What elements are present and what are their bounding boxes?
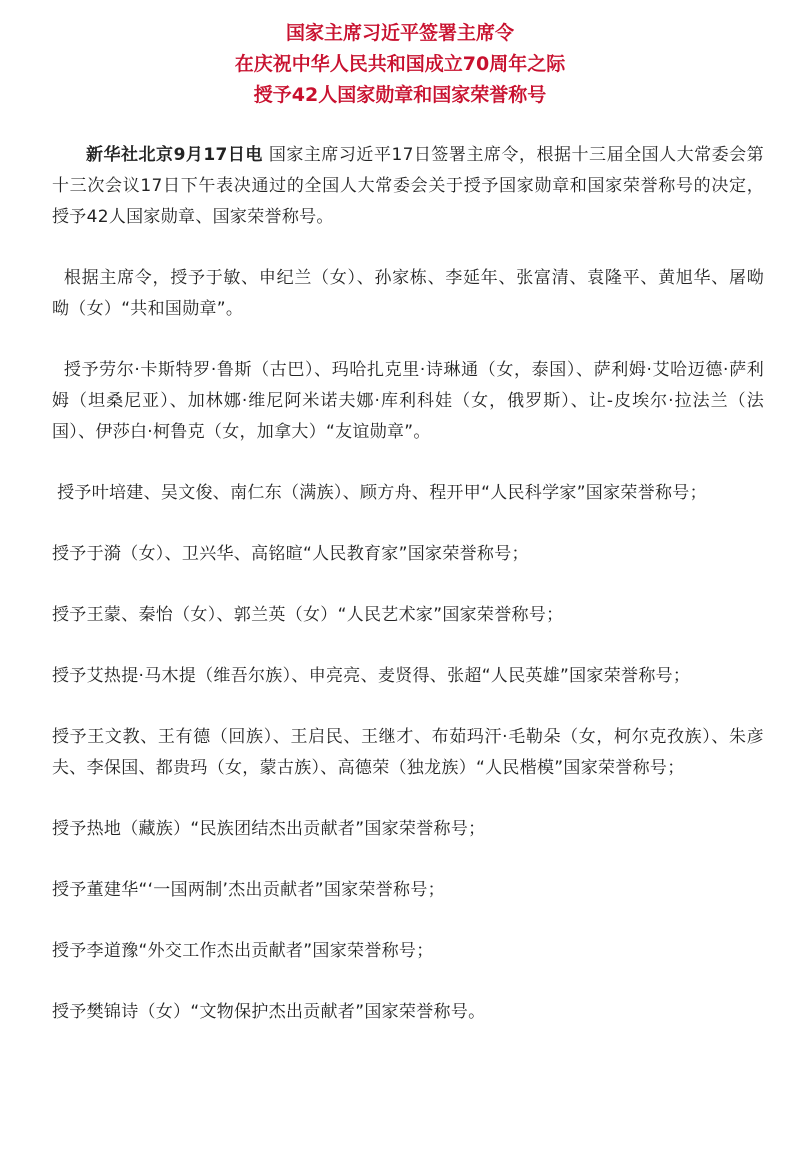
paragraph-one-country-two-systems: 授予董建华“‘一国两制’杰出贡献者”国家荣誉称号； [52, 880, 445, 900]
headline-line-3: 授予42人国家勋章和国家荣誉称号 [253, 84, 547, 106]
headline-line-2: 在庆祝中华人民共和国成立70周年之际 [234, 53, 566, 75]
lead-text: 国家主席习近平17日签署主席令，根据十三届全国人大常委会第十三次会议17日下午表决通过的全国人大常委会关于授予国家勋章和国家荣誉称号的决定，授予42人国家勋章、国家荣誉称号。 [52, 145, 764, 227]
paragraph-ethnic-unity: 授予热地（藏族）“民族团结杰出贡献者”国家荣誉称号； [52, 819, 486, 839]
article-body [52, 140, 764, 1058]
paragraph-people-artist: 授予王蒙、秦怡（女）、郭兰英（女）“人民艺术家”国家荣誉称号； [52, 605, 564, 625]
paragraph-diplomacy: 授予李道豫“外交工作杰出贡献者”国家荣誉称号； [52, 941, 434, 961]
paragraph-people-model: 授予王文教、王有德（回族）、王启民、王继才、布茹玛汗·毛勒朵（女，柯尔克孜族）、朱彦夫、李保国、都贵玛（女，蒙古族）、高德荣（独龙族）“人民楷模”国家荣誉称号； [52, 727, 764, 778]
paragraph-people-scientist: 授予叶培建、吴文俊、南仁东（满族）、顾方舟、程开甲“人民科学家”国家荣誉称号； [57, 483, 707, 503]
dateline: 新华社北京9月17日电 [86, 145, 263, 165]
lead-paragraph [52, 140, 764, 233]
paragraph-people-hero: 授予艾热提·马木提（维吾尔族）、申亮亮、麦贤得、张超“人民英雄”国家荣誉称号； [52, 666, 691, 686]
paragraph-cultural-relics: 授予樊锦诗（女）“文物保护杰出贡献者”国家荣誉称号。 [52, 1002, 486, 1022]
paragraph-people-educator: 授予于漪（女）、卫兴华、高铭暄“人民教育家”国家荣誉称号； [52, 544, 529, 564]
paragraph-republic-medal: 根据主席令，授予于敏、申纪兰（女）、孙家栋、李延年、张富清、袁隆平、黄旭华、屠呦呦（女）“共和国勋章”。 [52, 268, 764, 319]
paragraph-friendship-medal: 授予劳尔·卡斯特罗·鲁斯（古巴）、玛哈扎克里·诗琳通（女，泰国）、萨利姆·艾哈迈德·萨利姆（坦桑尼亚）、加林娜·维尼阿米诺夫娜·库利科娃（女，俄罗斯）、让-皮埃尔·拉法兰（法国）、伊莎白·柯鲁克（女，加拿大）“友谊勋章”。 [52, 360, 764, 442]
headline-block [0, 18, 800, 111]
headline-line-1: 国家主席习近平签署主席令 [285, 22, 514, 44]
